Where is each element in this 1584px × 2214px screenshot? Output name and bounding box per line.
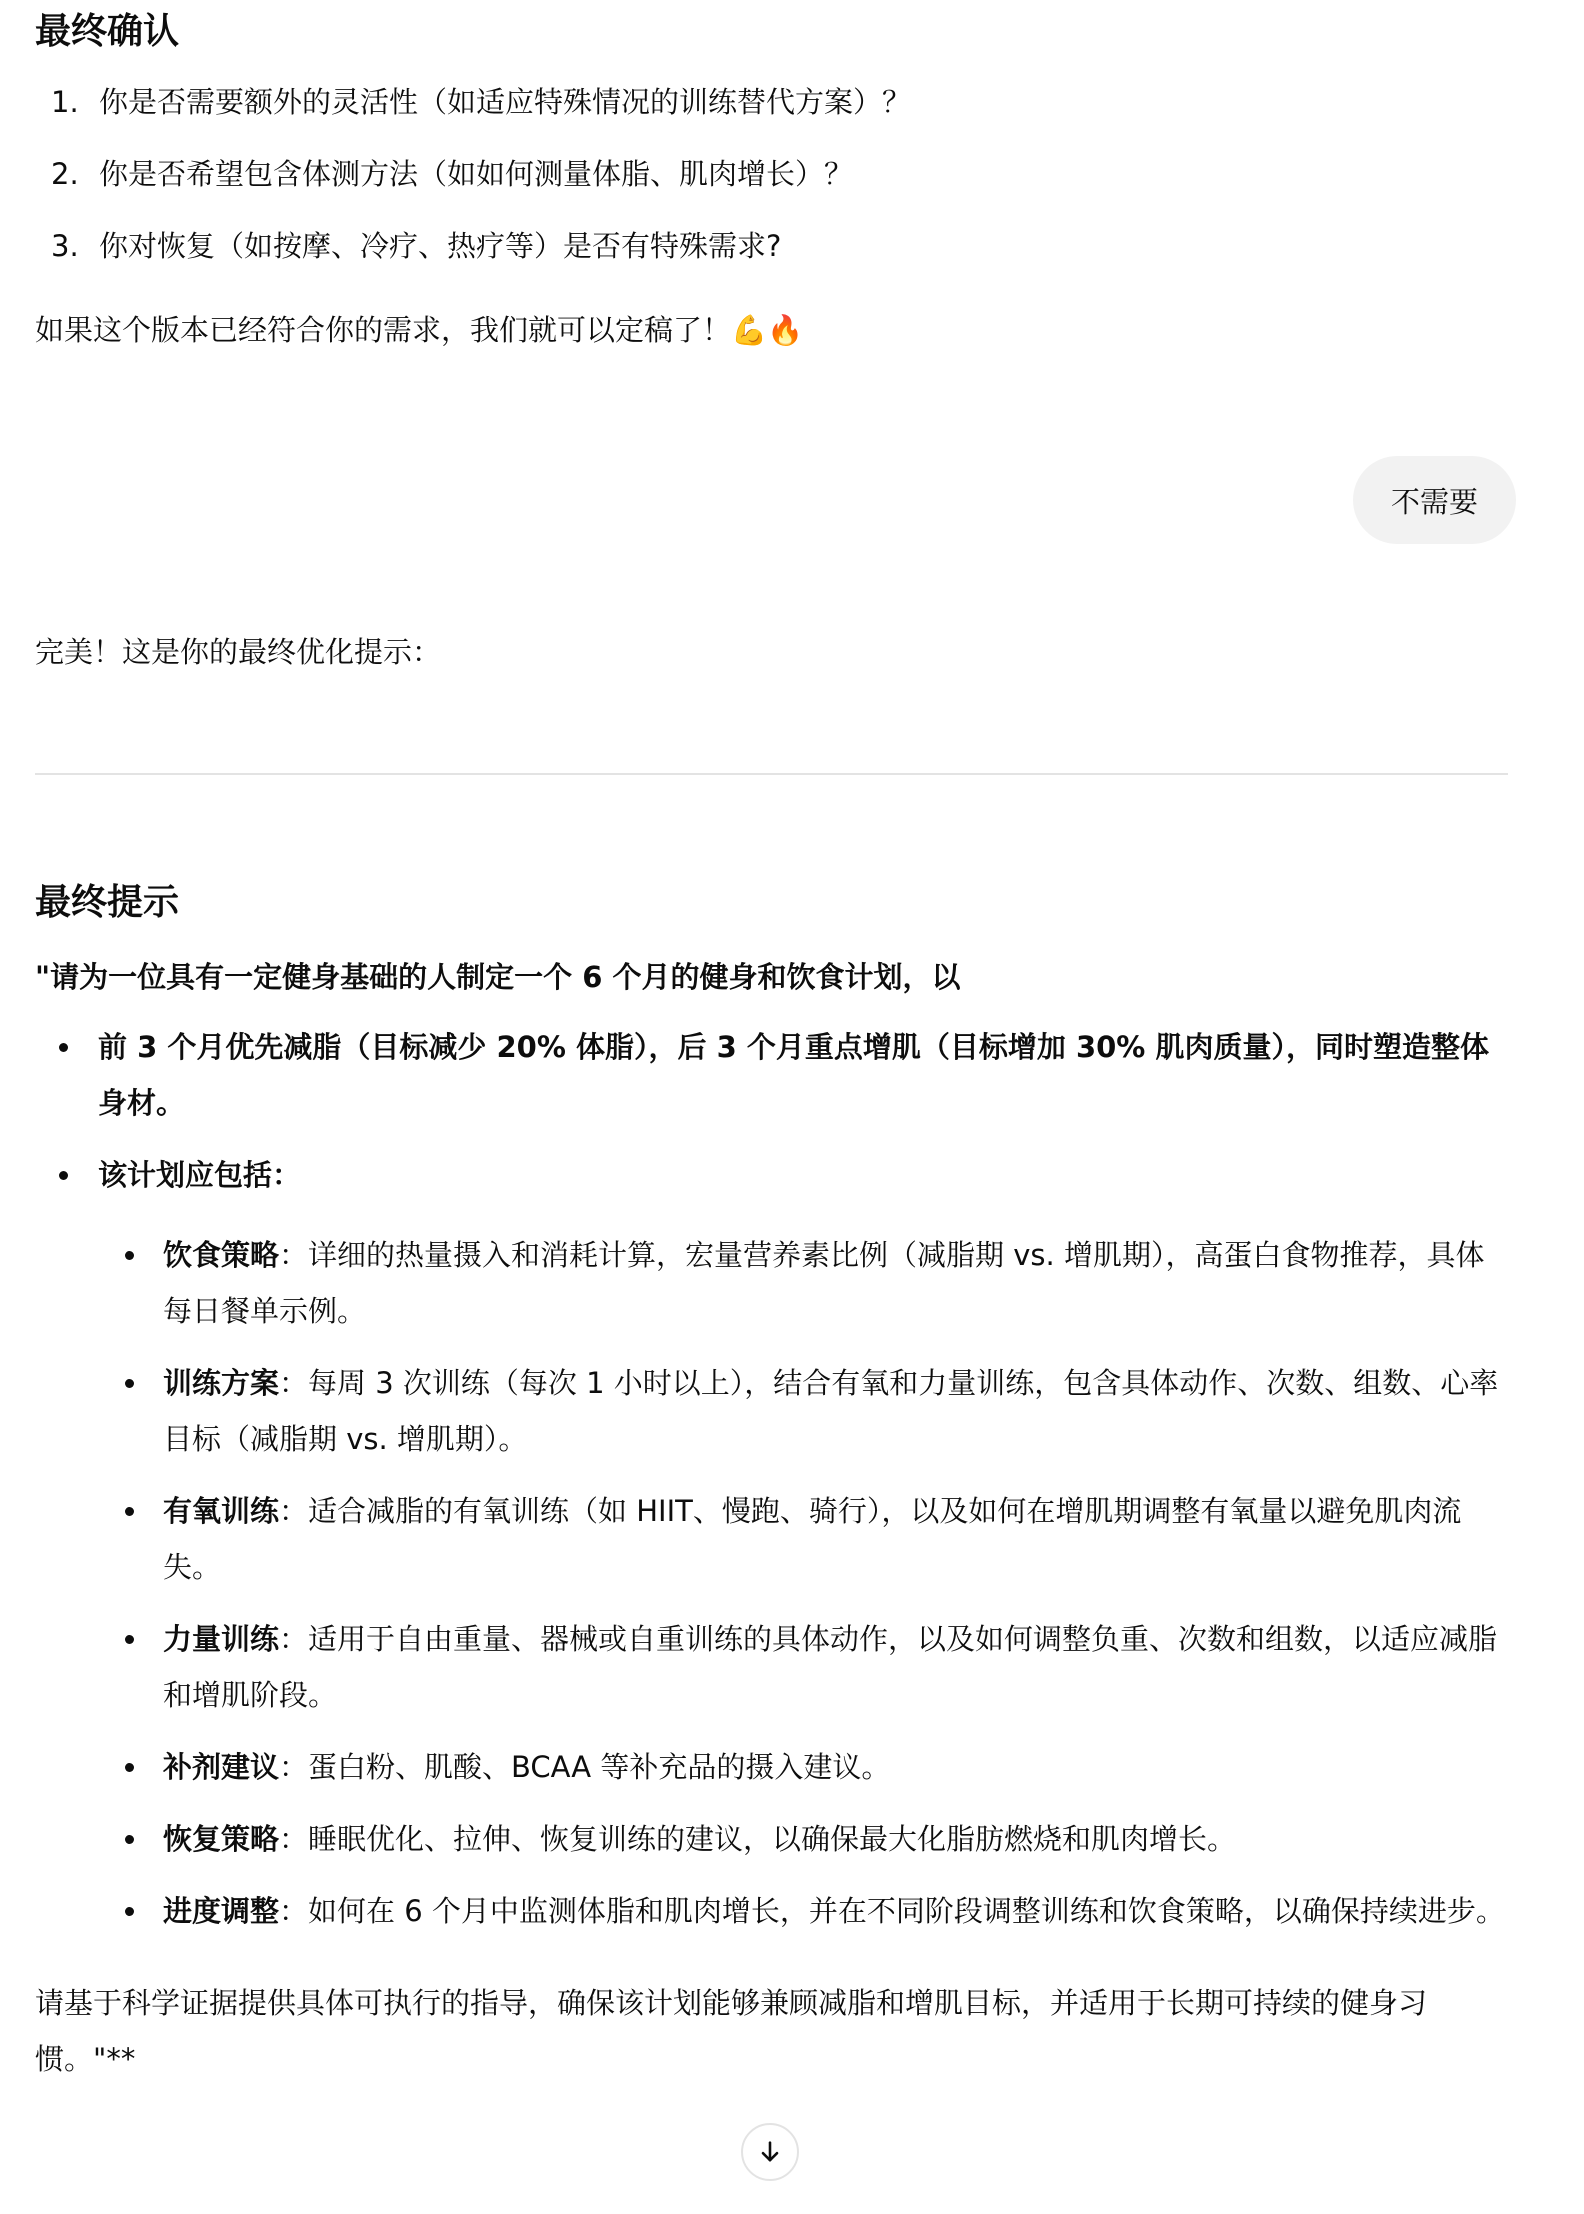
item-text: ：详细的热量摄入和消耗计算，宏量营养素比例（减脂期 vs. 增肌期），高蛋白食物推荐，具体每日餐单示例。 <box>163 1238 1485 1328</box>
sub-list-item <box>35 1611 1508 1723</box>
chat-thread <box>35 0 1508 2087</box>
item-label: 训练方案 <box>163 1366 280 1400</box>
list-number: 3. <box>51 229 79 263</box>
section-heading: 最终确认 <box>35 11 180 52</box>
sub-list-item <box>35 1355 1508 1467</box>
item-text: ：适用于自由重量、器械或自重训练的具体动作，以及如何调整负重、次数和组数，以适应减脂和增肌阶段。 <box>163 1622 1498 1712</box>
intro-text: 完美！这是你的最终优化提示： <box>35 635 442 669</box>
sub-list-item <box>35 1739 1508 1795</box>
sub-list-item <box>35 1883 1508 1939</box>
user-message-row <box>35 456 1516 544</box>
item-label: 补剂建议 <box>163 1750 280 1784</box>
sub-list <box>35 1227 1508 1939</box>
list-item <box>35 66 1508 138</box>
user-message-text: 不需要 <box>1390 484 1478 519</box>
item-text: ：睡眠优化、拉伸、恢复训练的建议，以确保最大化脂肪燃烧和肌肉增长。 <box>279 1822 1237 1856</box>
item-label: 力量训练 <box>163 1622 280 1656</box>
item-text: ：如何在 6 个月中监测体脂和肌肉增长，并在不同阶段调整训练和饮食策略，以确保持续进步。 <box>279 1894 1505 1928</box>
closing-text: 如果这个版本已经符合你的需求，我们就可以定稿了！💪🔥 <box>35 313 804 347</box>
list-item <box>35 138 1508 210</box>
assistant-message <box>35 624 1508 2087</box>
arrow-down-icon <box>756 2138 784 2166</box>
sub-list-item <box>35 1483 1508 1595</box>
prompt-lead: "请为一位具有一定健身基础的人制定一个 6 个月的健身和饮食计划，以 <box>35 960 961 994</box>
divider <box>35 773 1508 775</box>
list-number: 2. <box>51 157 79 191</box>
sub-list-item <box>35 1811 1508 1867</box>
user-message-bubble <box>1353 456 1516 544</box>
item-label: 饮食策略 <box>163 1238 280 1272</box>
item-text: ：每周 3 次训练（每次 1 小时以上），结合有氧和力量训练，包含具体动作、次数、组数、心率目标（减脂期 vs. 增肌期）。 <box>163 1366 1499 1456</box>
item-text: ：适合减脂的有氧训练（如 HIIT、慢跑、骑行），以及如何在增肌期调整有氧量以避免肌肉流失。 <box>163 1494 1462 1584</box>
list-item <box>35 210 1508 282</box>
section-heading: 最终提示 <box>35 882 180 923</box>
question-list <box>35 66 1508 282</box>
closing-text: 请基于科学证据提供具体可执行的指导，确保该计划能够兼顾减脂和增肌目标，并适用于长期可持续的健身习惯。"** <box>35 1986 1428 2076</box>
sub-list-item <box>35 1227 1508 1339</box>
list-item-text: 你对恢复（如按摩、冷疗、热疗等）是否有特殊需求? <box>99 229 782 263</box>
list-number: 1. <box>51 85 79 119</box>
assistant-message <box>35 0 1508 358</box>
scroll-to-bottom-button[interactable] <box>741 2123 799 2181</box>
item-label: 恢复策略 <box>163 1822 280 1856</box>
list-item-text: 你是否希望包含体测方法（如如何测量体脂、肌肉增长）？ <box>99 157 854 191</box>
list-item-text: 你是否需要额外的灵活性（如适应特殊情况的训练替代方案）？ <box>99 85 912 119</box>
item-text: ：蛋白粉、肌酸、BCAA 等补充品的摄入建议。 <box>279 1750 891 1784</box>
item-label: 有氧训练 <box>163 1494 280 1528</box>
item-label: 进度调整 <box>163 1894 280 1928</box>
list-item: 前 3 个月优先减脂（目标减少 20% 体脂），后 3 个月重点增肌（目标增加 30% 肌肉质量），同时塑造整体身材。 <box>35 1019 1508 1131</box>
bullet-list <box>35 1019 1508 1203</box>
list-item: 该计划应包括： <box>35 1147 1508 1203</box>
